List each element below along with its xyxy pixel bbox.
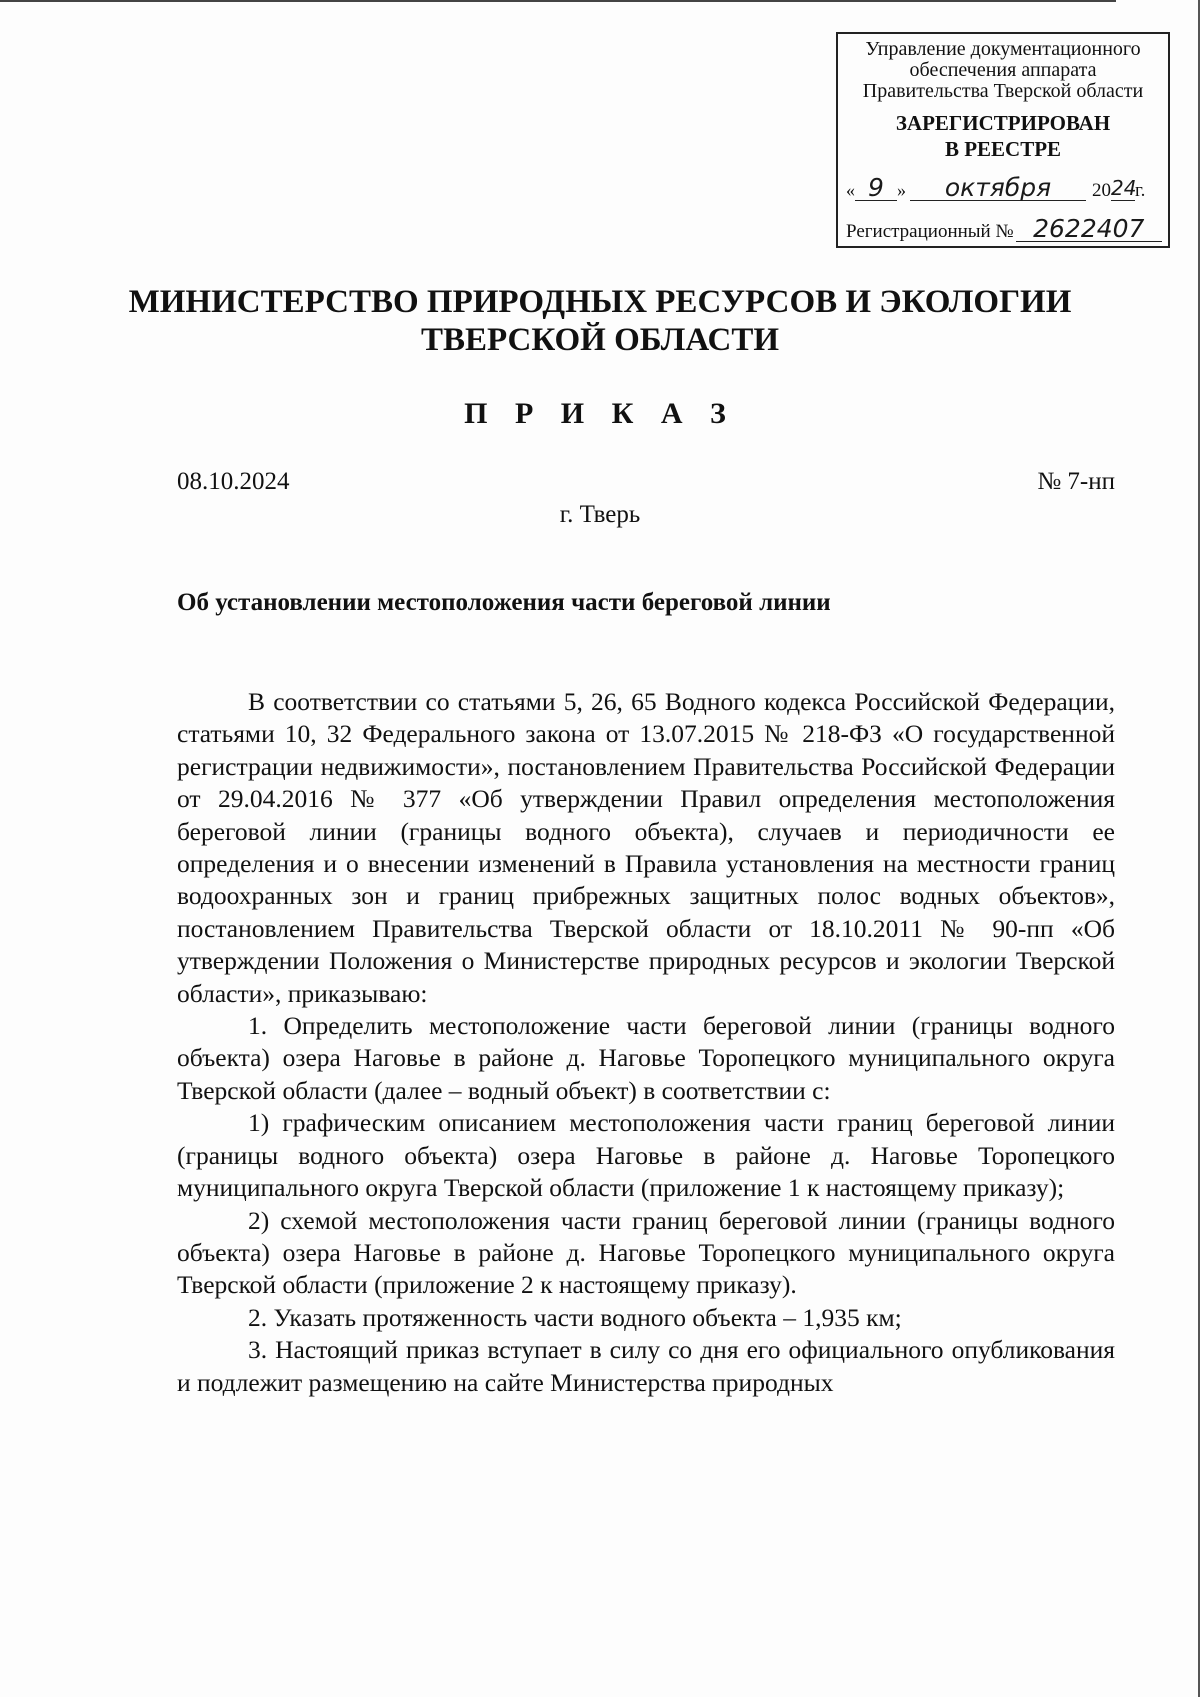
body-paragraph: 2. Указать протяженность части водного объекта – 1,935 км; (248, 1302, 902, 1332)
body-paragraph: В соответствии со статьями 5, 26, 65 Водного кодекса Российской Федерации, статьями 10, 32 Федерального закона от 13.07.2015 № 218-ФЗ «О государственной регистрации недвижимости», постановлением Правительства Российской Федерации от 29.04.2016 № 377 «Об утверждении Правил определения местоположения береговой линии (границы водного объекта), случаев и периодичности ее определения и о внесении изменений в Правила установления на местности границ водоохранных зон и границ прибрежных защитных полос водных объектов», постановлением Правительства Тверской области от 18.10.2011 № 90-пп «Об утверждении Положения о Министерстве природных ресурсов и экологии Тверской области», приказываю: (177, 687, 1115, 1008)
stamp-registered-line: В РЕЕСТРЕ (944, 137, 1062, 161)
scan-edge-top (0, 0, 1116, 2)
document-city: г. Тверь (559, 501, 641, 528)
ministry-title (0, 283, 1200, 359)
document-date: 08.10.2024 (177, 468, 290, 495)
stamp-day: 9 (855, 176, 897, 201)
stamp-registered-line: ЗАРЕГИСТРИРОВАН (895, 111, 1111, 135)
stamp-number: 2622407 (1016, 217, 1162, 242)
ministry-title-line: МИНИСТЕРСТВО ПРИРОДНЫХ РЕСУРСОВ И ЭКОЛОГИИ (128, 284, 1072, 320)
document-type: П Р И К А З (464, 397, 736, 430)
body-paragraph: 1. Определить местоположение части береговой линии (границы водного объекта) озера Наговье в районе д. Наговье Торопецкого муниципального округа Тверской области (далее – водный объект) в соответствии с: (177, 1011, 1115, 1105)
stamp-organization (838, 34, 1168, 102)
registration-stamp (836, 32, 1170, 248)
stamp-number-label: Регистрационный № (846, 221, 1014, 242)
body-paragraph: 1) графическим описанием местоположения части границ береговой линии (границы водного объекта) озера Наговье в районе д. Наговье Торопецкого муниципального округа Тверской области (приложение 1 к настоящему приказу); (177, 1108, 1115, 1203)
stamp-date-row (846, 173, 1162, 202)
document-subject: Об установлении местоположения части береговой линии (177, 589, 831, 616)
document-number: № 7-нп (1037, 468, 1115, 495)
body-paragraph: 2) схемой местоположения части границ береговой линии (границы водного объекта) озера Наговье в районе д. Наговье Торопецкого муниципального округа Тверской области (приложение 2 к настоящему приказу). (177, 1205, 1115, 1300)
stamp-year-mark: г. (1135, 180, 1146, 201)
stamp-registered (838, 110, 1168, 162)
ministry-title-line: ТВЕРСКОЙ ОБЛАСТИ (420, 322, 780, 358)
stamp-quote-open: « (846, 180, 855, 200)
stamp-org-line: Управление документационного (865, 38, 1141, 60)
document-body (177, 686, 1115, 1399)
body-paragraph: 3. Настоящий приказ вступает в силу со дня его официального опубликования и подлежит размещению на сайте Министерства природных (177, 1335, 1115, 1397)
stamp-org-line: Правительства Тверской области (862, 80, 1144, 102)
stamp-quote-close: » (897, 180, 906, 200)
stamp-number-row (846, 214, 1162, 243)
stamp-month: октября (910, 176, 1086, 201)
stamp-org-line: обеспечения аппарата (909, 59, 1097, 81)
stamp-year-prefix: 20 (1092, 180, 1111, 201)
stamp-year-suffix: 24 (1111, 176, 1137, 200)
